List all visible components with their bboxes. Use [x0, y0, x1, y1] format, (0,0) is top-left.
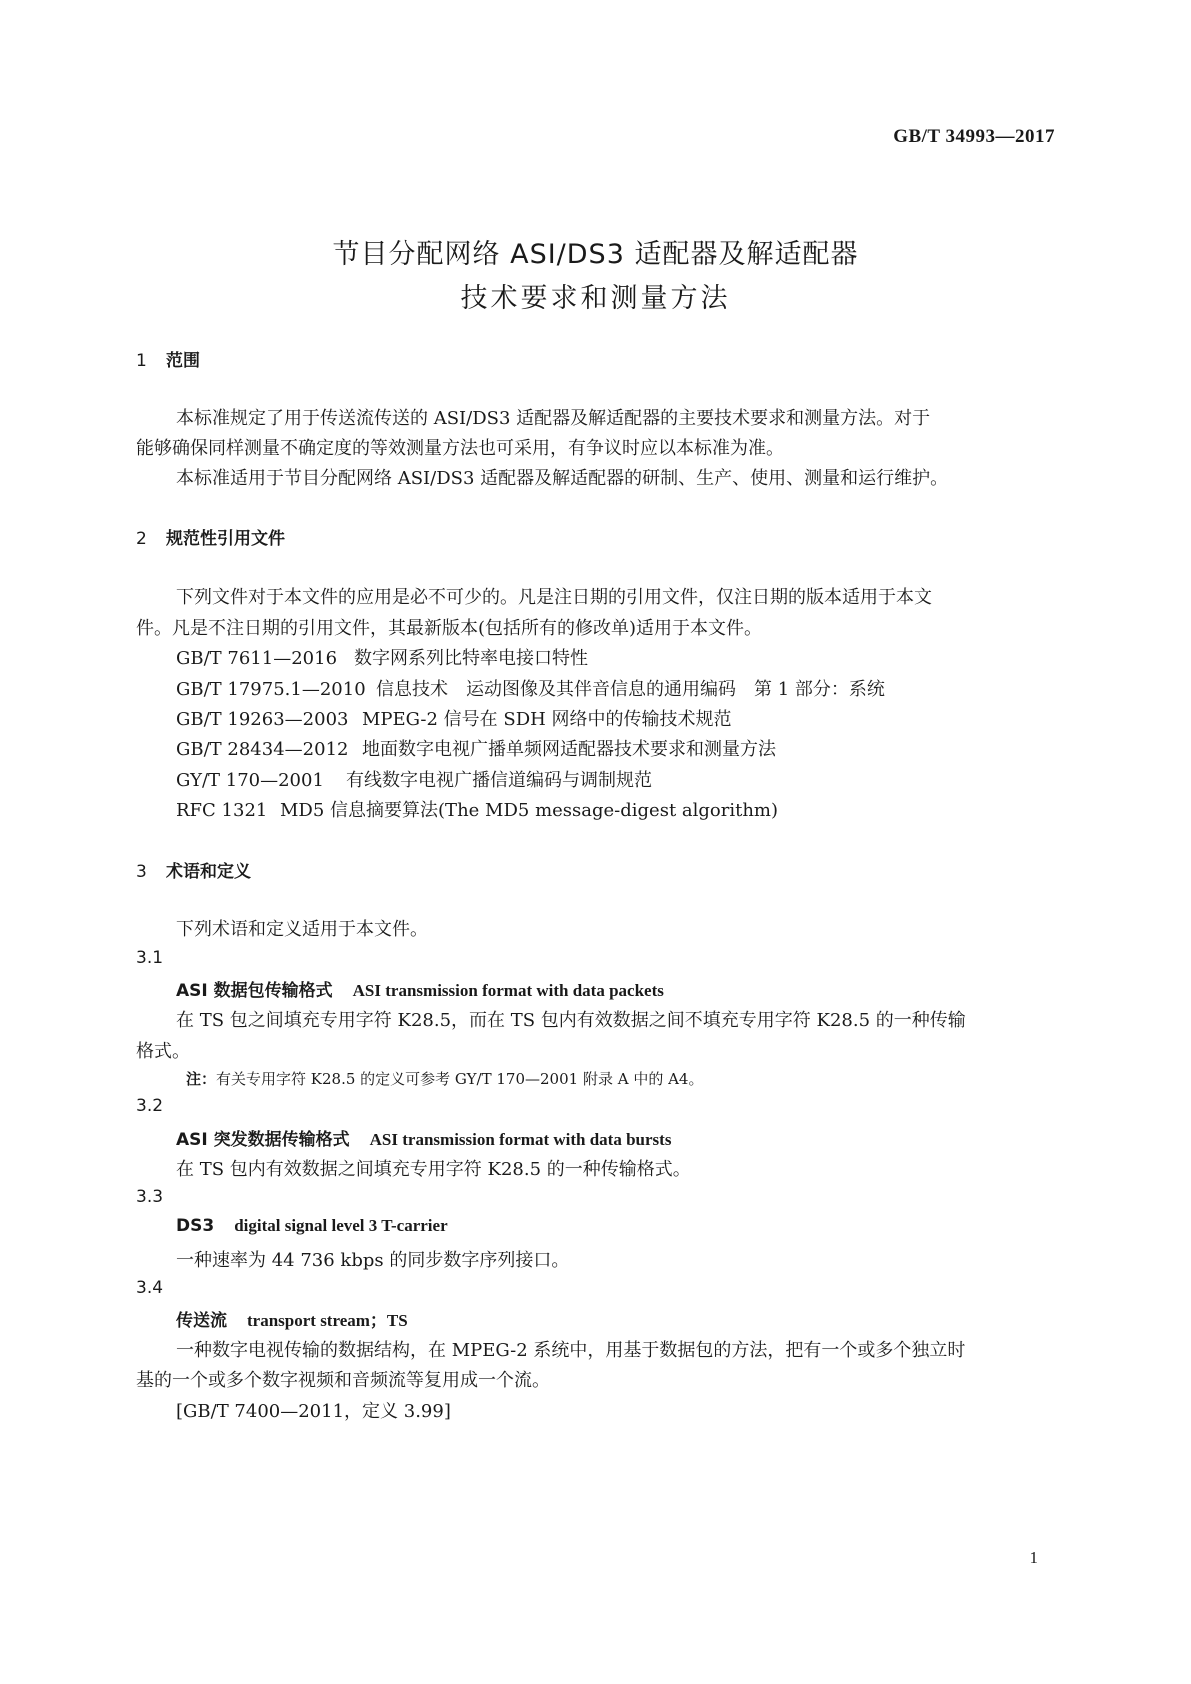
- reference-item: [176, 796, 778, 822]
- reference-item: [176, 644, 588, 670]
- reference-code: RFC 1321: [176, 800, 268, 821]
- reference-title: 信息技术 运动图像及其伴音信息的通用编码 第 1 部分：系统: [376, 679, 885, 700]
- paragraph-line: 本标准规定了用于传送流传送的 ASI/DS3 适配器及解适配器的主要技术要求和测量方法。对于: [176, 408, 931, 429]
- clause-number: 3.4: [136, 1278, 164, 1298]
- section-1-heading: [136, 346, 200, 371]
- reference-code: GB/T 17975.1—2010: [176, 679, 366, 700]
- section-title: 规范性引用文件: [166, 529, 285, 549]
- section-number: 1: [136, 351, 147, 371]
- definition-line: 格式。: [136, 1041, 190, 1062]
- reference-title: 有线数字电视广播信道编码与调制规范: [346, 770, 652, 791]
- reference-code: GB/T 28434—2012: [176, 739, 349, 760]
- section-number: 3: [136, 862, 147, 882]
- paragraph-line: 能够确保同样测量不确定度的等效测量方法也可采用，有争议时应以本标准为准。: [136, 438, 784, 459]
- clause-number: 3.2: [136, 1096, 164, 1116]
- definition-line: 基的一个或多个数字视频和音频流等复用成一个流。: [136, 1370, 550, 1391]
- clause-number: 3.1: [136, 948, 164, 968]
- paragraph-line: 本标准适用于节目分配网络 ASI/DS3 适配器及解适配器的研制、生产、使用、测量和运行维护。: [176, 468, 949, 489]
- term-heading: [176, 1216, 448, 1236]
- paragraph-line: 下列术语和定义适用于本文件。: [176, 919, 428, 940]
- reference-item: [176, 766, 652, 792]
- section-title: 范围: [166, 351, 200, 371]
- term-heading: [176, 1306, 408, 1331]
- definition-line: 在 TS 包之间填充专用字符 K28.5，而在 TS 包内有效数据之间不填充专用字符 K28.5 的一种传输: [176, 1010, 966, 1031]
- section-number: 2: [136, 529, 147, 549]
- section-title: 术语和定义: [166, 862, 251, 882]
- definition-line: 一种数字电视传输的数据结构，在 MPEG-2 系统中，用基于数据包的方法，把有一个或多个独立时: [176, 1340, 966, 1361]
- reference-item: [176, 705, 732, 731]
- reference-title: 地面数字电视广播单频网适配器技术要求和测量方法: [362, 739, 776, 760]
- reference-title: 数字网系列比特率电接口特性: [354, 648, 588, 669]
- term-english: digital signal level 3 T-carrier: [234, 1216, 448, 1235]
- definition-line: 在 TS 包内有效数据之间填充专用字符 K28.5 的一种传输格式。: [176, 1159, 691, 1180]
- term-english: transport stream；TS: [247, 1311, 408, 1330]
- term-heading: [176, 976, 664, 1001]
- page-number: 1: [1029, 1548, 1038, 1567]
- definition-line: 一种速率为 44 736 kbps 的同步数字序列接口。: [176, 1250, 570, 1271]
- clause-number: 3.3: [136, 1187, 164, 1207]
- term-english: ASI transmission format with data packets: [352, 981, 664, 1000]
- note: [186, 1068, 703, 1089]
- reference-code: GY/T 170—2001: [176, 770, 324, 791]
- reference-code: GB/T 7611—2016: [176, 648, 338, 669]
- term-heading: [176, 1125, 671, 1150]
- note-label: 注：: [186, 1070, 217, 1088]
- reference-item: [176, 675, 885, 701]
- term-chinese: ASI 数据包传输格式: [176, 981, 333, 1001]
- reference-title: MD5 信息摘要算法(The MD5 message-digest algorithm): [280, 800, 779, 821]
- standard-code: GB/T 34993—2017: [893, 126, 1055, 147]
- definition-source: [GB/T 7400—2011，定义 3.99]: [176, 1401, 451, 1422]
- section-3-heading: [136, 857, 251, 882]
- reference-item: [176, 735, 776, 761]
- section-2-heading: [136, 524, 285, 549]
- reference-title: MPEG-2 信号在 SDH 网络中的传输技术规范: [362, 709, 732, 730]
- term-chinese: ASI 突发数据传输格式: [176, 1130, 350, 1150]
- document-title-line1: 节目分配网络 ASI/DS3 适配器及解适配器: [332, 239, 859, 270]
- document-title-line2: 技术要求和测量方法: [460, 283, 731, 314]
- term-chinese: 传送流: [176, 1311, 227, 1331]
- paragraph-line: 件。凡是不注日期的引用文件，其最新版本(包括所有的修改单)适用于本文件。: [136, 618, 763, 639]
- term-english: ASI transmission format with data bursts: [369, 1130, 672, 1149]
- note-text: 有关专用字符 K28.5 的定义可参考 GY/T 170—2001 附录 A 中的 A4。: [216, 1070, 704, 1088]
- reference-code: GB/T 19263—2003: [176, 709, 349, 730]
- paragraph-line: 下列文件对于本文件的应用是必不可少的。凡是注日期的引用文件，仅注日期的版本适用于本文: [176, 587, 932, 608]
- term-chinese: DS3: [176, 1216, 215, 1236]
